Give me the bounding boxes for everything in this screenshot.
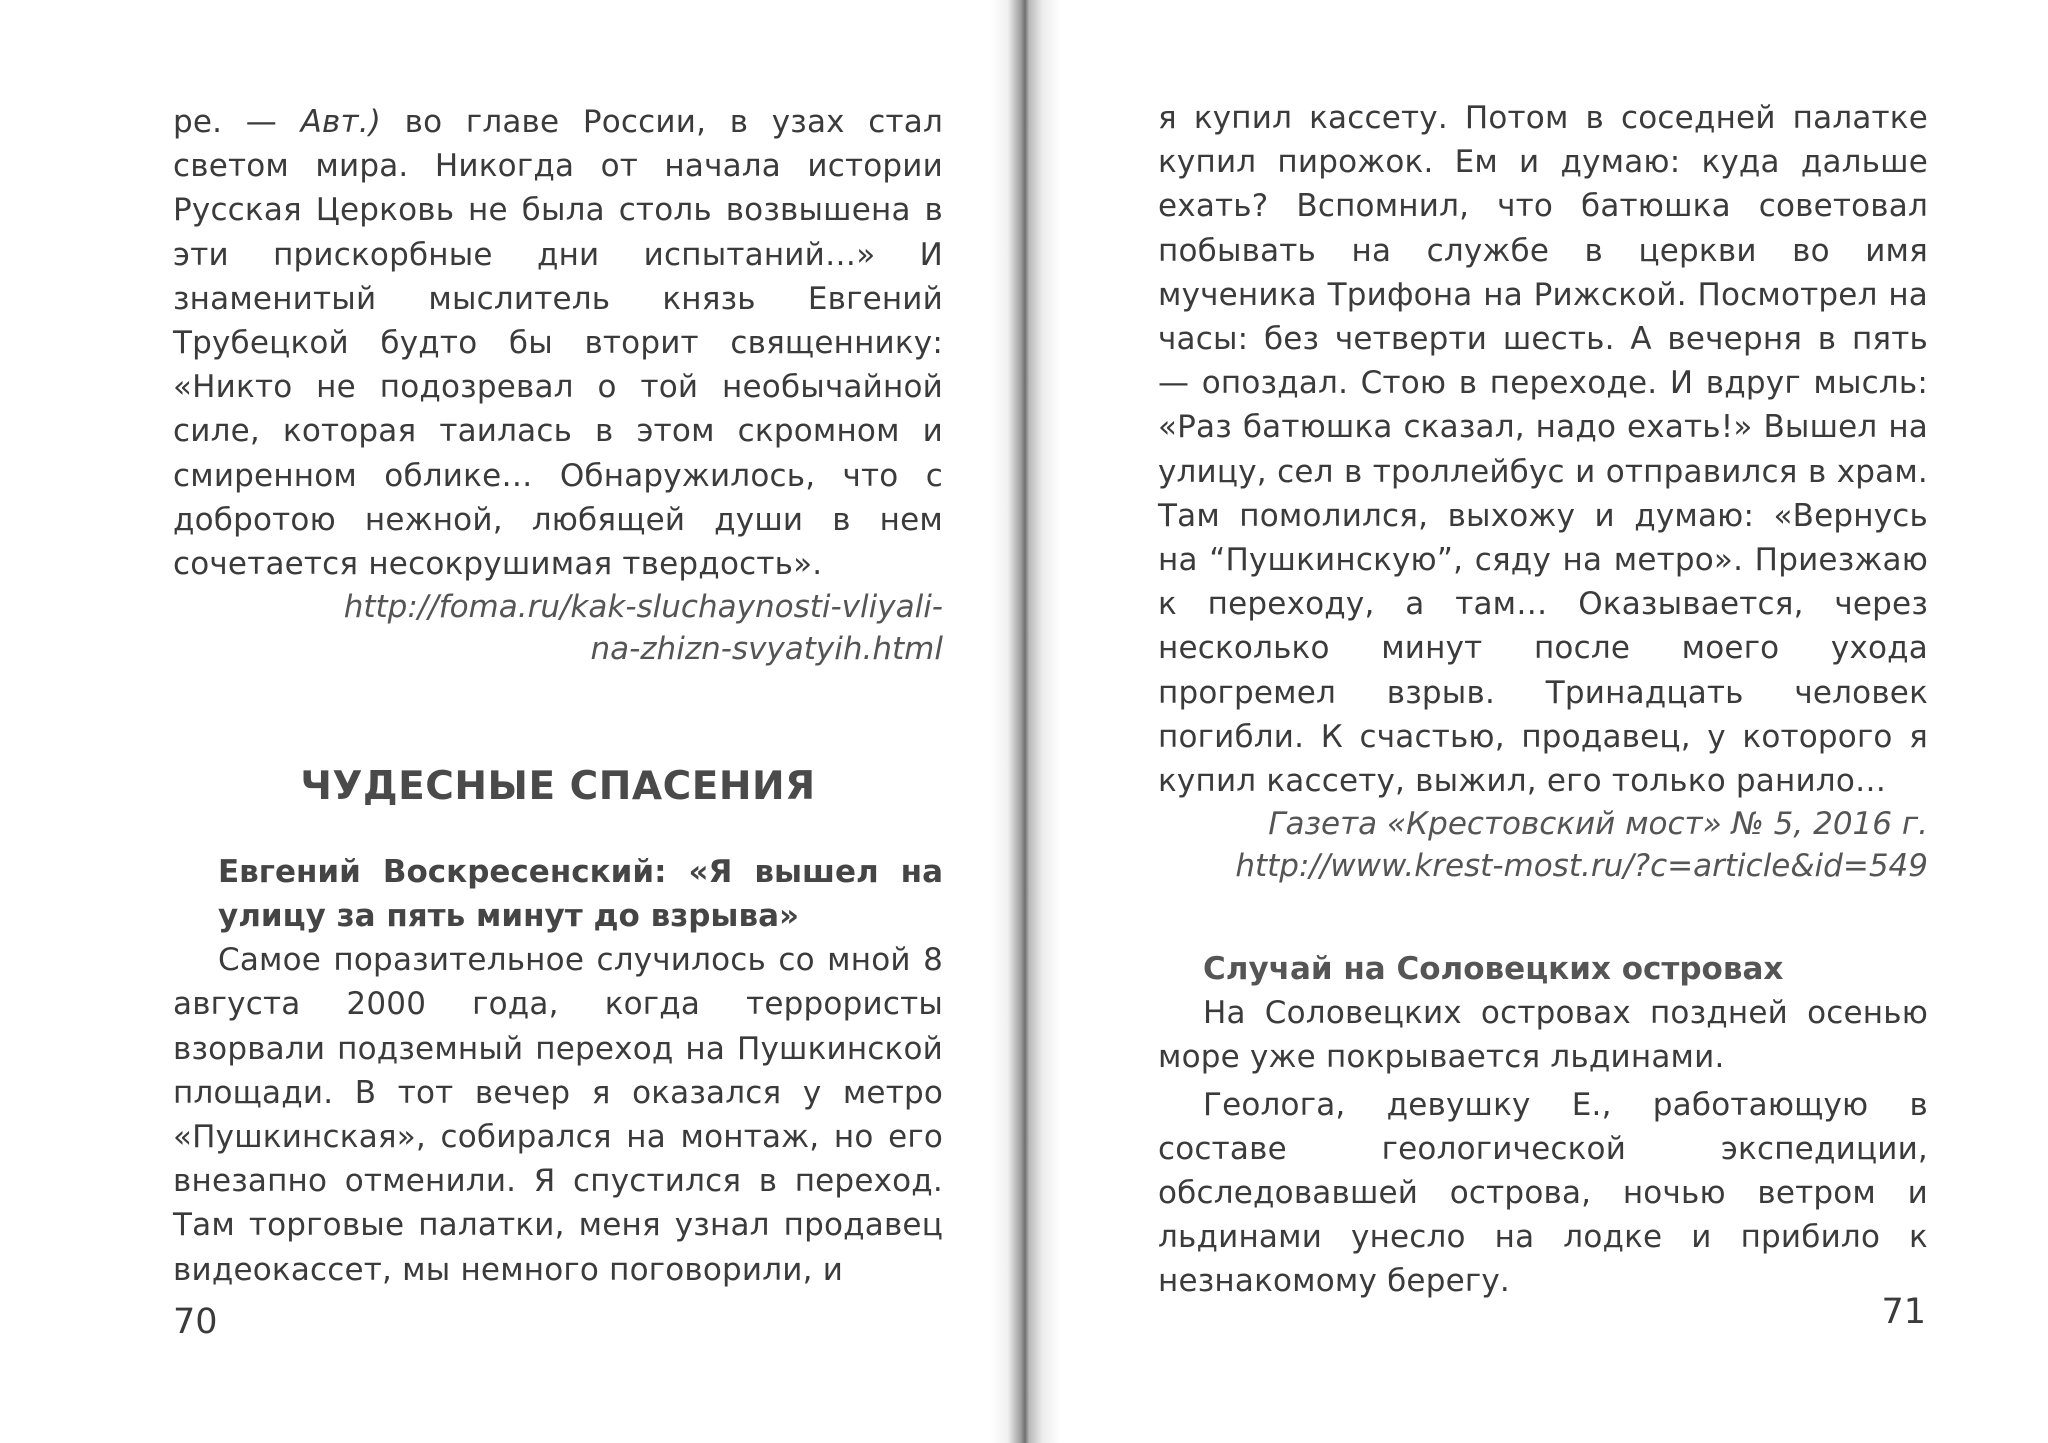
section-title: ЧУДЕСНЫЕ СПАСЕНИЯ bbox=[300, 764, 816, 810]
story-title-left: Евгений Воскресенский: «Я вышел на улицу за пять минут до взрыва» bbox=[218, 854, 943, 935]
left-paragraph-2: Самое поразительное случилось со мной 8 августа 2000 года, когда террористы взорвали подземный переход на Пушкинской площади. В тот вечер я оказался у метро «Пушкинская», собирался на монтаж, но его внезапно отменили. Я спустился в переход. Там торговые палатки, меня узнал продавец видеокассет, мы немного поговорили, и bbox=[173, 942, 943, 1288]
left-source bbox=[173, 586, 943, 670]
right-page bbox=[1050, 0, 2048, 1443]
left-page bbox=[0, 0, 1000, 1443]
right-source-line-2: http://www.krest-most.ru/?c=article&id=549 bbox=[1235, 848, 1928, 885]
page-number-left: 70 bbox=[173, 1302, 218, 1342]
story-title-right: Случай на Соловецких островах bbox=[1203, 951, 1784, 988]
right-paragraph-1: я купил кассету. Потом в соседней палатке купил пирожок. Ем и думаю: куда дальше ехать? Вспомнил, что батюшка советовал побывать на службе в церкви во имя мученика Трифона на Рижской. Посмотрел на часы: без четверти шесть. А вечерня в пять — опоздал. Стою в переходе. И вдруг мысль: «Раз батюшка сказал, надо ехать!» Вышел на улицу, сел в троллейбус и отправился в храм. Там помолился, выхожу и думаю: «Вернусь на “Пушкинскую”, сяду на метро». Приезжаю к переходу, а там… Оказывается, через несколько минут после моего ухода прогремел взрыв. Тринадцать человек погибли. К счастью, продавец, у которого я купил кассету, выжил, его только ранило… bbox=[1158, 100, 1928, 800]
right-page-text-column bbox=[1158, 96, 1928, 1304]
right-source-line-1: Газета «Крестовский мост» № 5, 2016 г. bbox=[1268, 806, 1928, 843]
right-paragraph-2: На Соловецких островах поздней осенью море уже покрывается льдинами. bbox=[1158, 995, 1928, 1076]
right-paragraph-3: Геолога, девушку Е., работающую в составе геологической экспедиции, обследовавшей острова, ночью ветром и льдинами унесло на лодке и прибило к незнакомому берегу. bbox=[1158, 1086, 1928, 1300]
left-page-text-column bbox=[173, 100, 943, 1292]
left-paragraph-1: ре. — Авт.) во главе России, в узах стал светом мира. Никогда от начала истории Русская Церковь не была столь возвышена в эти прискорбные дни испытаний…» И знаменитый мыслитель князь Евгений Трубецкой будто бы вторит священнику: «Никто не подозревал о той необычайной силе, которая таилась в этом скромном и смиренном облике… Обнаружилось, что с добротою нежной, любящей души в нем сочетается несокрушимая твердость». bbox=[173, 104, 944, 583]
author-note: Авт.) bbox=[300, 104, 382, 140]
right-source bbox=[1158, 803, 1928, 887]
left-source-line-1: http://foma.ru/kak-sluchaynosti-vliyali- bbox=[343, 589, 943, 626]
page-number-right: 71 bbox=[1881, 1292, 1926, 1332]
left-source-line-2: na-zhizn-svyatyih.html bbox=[590, 631, 943, 668]
